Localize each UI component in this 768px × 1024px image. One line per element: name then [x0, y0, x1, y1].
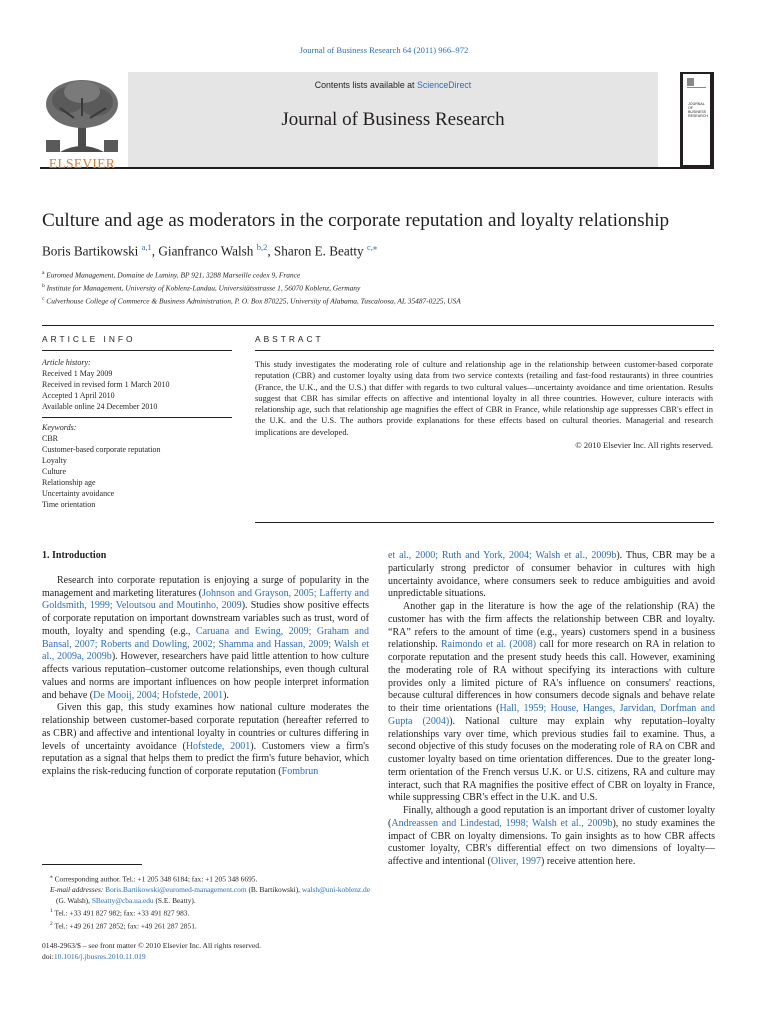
journal-title: Journal of Business Research — [281, 109, 505, 130]
paragraph — [42, 575, 369, 703]
cover-logo-icon — [683, 74, 710, 96]
citation-link[interactable]: Hall, 1959; House, Hanges, Jarvidan, Dorfman and Gupta (2004) — [388, 703, 716, 727]
cover-text: JOURNAL OF BUSINESS RESEARCH — [688, 102, 708, 118]
affiliation: $^b$ Institute for Management, University of Koblenz-Landau, Universitätsstrasse 1, 56070 Koblenz, Germany — [42, 282, 361, 293]
paragraph-text: Given this gap, this study examines how national culture moderates the relationship between customer-based corporate reputation (hereafter referred to as CBR) and affective and intentional loyalty in countries or cultures differing in levels of uncertainty avoidance ( — [42, 702, 369, 752]
elsevier-wordmark: ELSEVIER — [48, 156, 116, 171]
keyword-item: Customer-based corporate reputation — [42, 445, 161, 454]
keywords-list — [42, 433, 232, 510]
paragraph — [388, 601, 715, 805]
paragraph-text: ). However, researchers have paid little attention to how culture affects various reputation–customer outcome relationships, even though cultural values and norms are important influences on how people interpret information and behave ( — [42, 651, 369, 701]
citation-link[interactable]: Caruana and Ewing, 2009; Graham and Bansal, 2007; Roberts and Dowling, 2002; Shamma and Hassan, 2009; Walsh et al., 2009a, 2009b — [42, 625, 369, 663]
article-info-heading: ARTICLE INFO — [42, 334, 136, 344]
paragraph-text: Research into corporate reputation is enjoying a surge of popularity in the management and marketing literatures ( — [42, 574, 369, 599]
keyword-item: Uncertainty avoidance — [42, 489, 115, 498]
divider-top — [42, 325, 714, 326]
keywords-divider — [42, 417, 232, 418]
footnotes — [42, 872, 372, 932]
paragraph-text: ). — [223, 689, 229, 701]
issn-doi — [42, 940, 372, 962]
journal-masthead — [40, 72, 714, 169]
paragraph — [388, 550, 715, 601]
paragraph-text: ), no study examines the impact of CBR on loyalty dimensions. To gain insights as to how CBR affects customer loyalty, CBR's differential effect on two dimensions of loyalty—affective and intentional ( — [388, 817, 715, 867]
body-column-right — [388, 550, 715, 869]
affiliation: $^c$ Culverhouse College of Commerce & Business Administration, P. O. Box 870225, University of Alabama, Tuscaloosa, AL 35487-0225, USA — [42, 295, 461, 305]
info-divider — [42, 350, 232, 351]
abstract — [255, 359, 713, 451]
paragraph-text: ). Studies show positive effects of corporate reputation on important downstream variables such as trust, word of mouth, loyalty and spending (e.g., — [42, 600, 369, 637]
doi-line: doi:10.1016/j.jbusres.2010.11.019 — [42, 952, 146, 961]
author-affiliation-marker[interactable]: b,2 — [256, 242, 268, 252]
citation-link[interactable]: Oliver, 1997 — [490, 856, 541, 867]
footnote-corresponding: ⁎ Corresponding author. Tel.: +1 205 348 6184; fax: +1 205 348 6695. — [50, 874, 258, 884]
author-name: Sharon E. Beatty — [273, 243, 367, 259]
journal-title-band — [128, 72, 658, 167]
abstract-heading: ABSTRACT — [255, 334, 324, 344]
paragraph-text: ). Customers view a firm's reputation as a signal that helps them to predict the firm's future behavior, which explains the risk-reducing function of corporate reputation ( — [42, 740, 369, 777]
body-column-left — [42, 550, 369, 779]
history-item: Accepted 1 April 2010 — [42, 391, 115, 400]
email-link-bartikowski[interactable]: Boris.Bartikowski@euromed-management.com — [105, 885, 247, 895]
keyword-item: Culture — [42, 467, 66, 476]
paragraph-text: ). Thus, CBR may be a particularly strong predictor of consumer behavior in cultures with high uncertainty avoidance, where consumers seek to reduce ambiguities and avoid unpredictable situations. — [388, 550, 715, 600]
email-link-walsh[interactable]: walsh@uni-koblenz.de — [301, 885, 371, 895]
journal-cover-thumbnail[interactable] — [680, 72, 714, 167]
issn-line: 0148-2963/$ – see front matter © 2010 Elsevier Inc. All rights reserved. — [42, 941, 261, 950]
keywords-label: Keywords: — [42, 423, 77, 432]
author-name: Boris Bartikowski — [42, 243, 142, 259]
affiliations — [42, 268, 722, 306]
keyword-item: Time orientation — [42, 500, 96, 509]
abstract-text: This study investigates the moderating role of culture and relationship age in the relationship between customer-based corporate reputation (CBR) and customer loyalty using data from two service contexts (retailing and fast-food restaurants) in three countries (France, the U.K., and the U.S.) that differ with regards to two cultural values—uncertainty avoidance and time orientation. Results suggest that CBR has similar effects on affective and intentional loyalty in all three countries. However, culture interacts with relationship age, such that relationship age magnifies the effect of CBR in France, while relationship age suppresses CBR's effect in the U.K. and the U.S. The authors provide explanations for these effects based on cultural theories. Managerial and research implications are developed. — [255, 359, 713, 437]
author-affiliation-marker[interactable]: a,1 — [141, 242, 152, 252]
citation-link[interactable]: De Mooij, 2004; Hofstede, 2001 — [93, 689, 224, 701]
elsevier-tree-logo — [40, 78, 125, 171]
paragraph-text: Another gap in the literature is how the age of the relationship (RA) the customer has with the firm affects the relationship between CBR and loyalty. “RA” refers to the amount of time (e.g., years) customers spend in a business relationship. — [388, 601, 715, 651]
footnote-divider — [42, 864, 142, 865]
contents-prefix: Contents lists available at — [314, 80, 415, 90]
author-list: Boris Bartikowski $^{a,1}$, Gianfranco Walsh $^{b,2}$, Sharon E. Beatty $^{c,⁎}$ — [42, 242, 378, 259]
footnote-2: $^2$ Tel.: +49 261 287 2852; fax: +49 261 287 2851. — [50, 921, 197, 931]
history-item: Available online 24 December 2010 — [42, 402, 158, 411]
paragraph-text: call for more research on RA in relation to corporate reputation and the present study heeds this call. However, examining the moderating role of RA without specifying its interactions with culture provides only a limited picture of RA's influence on consumers' reactions, because cultural differences in how consumers decode signals and behave relate to their time orientations ( — [388, 639, 716, 714]
author-name: Gianfranco Walsh — [158, 243, 257, 259]
abstract-bottom-divider — [255, 522, 714, 523]
citation-link[interactable]: et al., 2000; Ruth and York, 2004; Walsh et al., 2009b — [388, 550, 617, 561]
history-list — [42, 368, 232, 412]
keyword-item: CBR — [42, 434, 59, 443]
citation-link[interactable]: Hofstede, 2001 — [185, 740, 251, 752]
author-affiliation-marker[interactable]: c,⁎ — [366, 242, 378, 252]
citation-link[interactable]: Andreassen and Lindestad, 1998; Walsh et al., 2009b — [391, 817, 613, 829]
paragraph-text: ) receive attention here. — [540, 856, 636, 867]
footnote-1: $^1$ Tel.: +33 491 827 982; fax: +33 491 827 983. — [50, 908, 190, 918]
footnote-emails: E-mail addresses: Boris.Bartikowski@euromed-management.com (B. Bartikowski), walsh@uni-koblenz.de (G. Walsh), SBeatty@cba.ua.edu (S.E. Beatty). — [50, 885, 371, 905]
paragraph-text: ). National culture may explain why reputation–loyalty relationships vary over time, which previous studies fail to examine. Thus, a second objective of this study focuses on the moderating role of RA on CBR and customer loyalty based on time orientation differences. Due to the greater long-term orientation of the French versus U.K. or U.S. citizens, RA and culture may interact, such that RA magnifies the positive effect of CBR on loyalty in France, while suppressing CBR's effect in the U.K. and U.S. — [388, 715, 715, 804]
citation-link[interactable]: Raimondo et al. (2008) — [441, 639, 537, 651]
copyright: © 2010 Elsevier Inc. All rights reserved. — [575, 440, 713, 451]
section-heading: 1. Introduction — [42, 550, 107, 561]
contents-available — [128, 80, 658, 90]
cover-page — [683, 74, 710, 165]
paragraph-text: Finally, although a good reputation is an important driver of customer loyalty ( — [388, 805, 715, 829]
citation-link[interactable]: Fombrun — [281, 766, 319, 777]
sciencedirect-link[interactable]: ScienceDirect — [416, 80, 472, 90]
keyword-item: Relationship age — [42, 478, 96, 487]
affiliation: $^a$ Euromed Management, Domaine de Luminy, BP 921, 3288 Marseille cedex 9, France — [42, 270, 301, 280]
history-label: Article history: — [42, 358, 91, 367]
article-title: Culture and age as moderators in the corporate reputation and loyalty relationship — [42, 210, 670, 231]
tree-icon — [40, 78, 125, 156]
history-item: Received 1 May 2009 — [42, 369, 113, 378]
email-link-beatty[interactable]: SBeatty@cba.ua.edu — [91, 895, 154, 905]
history-item: Received in revised form 1 March 2010 — [42, 380, 170, 389]
journal-citation-link[interactable]: Journal of Business Research 64 (2011) 966–972 — [299, 45, 469, 55]
paragraph — [388, 805, 715, 869]
keyword-item: Loyalty — [42, 456, 67, 465]
citation-link[interactable]: Johnson and Grayson, 2005; Lafferty and Goldsmith, 1999; Veloutsou and Moutinho, 2009 — [42, 587, 369, 612]
article-info — [42, 357, 232, 510]
email-label: E-mail addresses: — [50, 885, 104, 895]
paragraph — [42, 702, 369, 779]
doi-link[interactable]: 10.1016/j.jbusres.2010.11.019 — [53, 952, 146, 961]
abstract-divider — [255, 350, 714, 351]
